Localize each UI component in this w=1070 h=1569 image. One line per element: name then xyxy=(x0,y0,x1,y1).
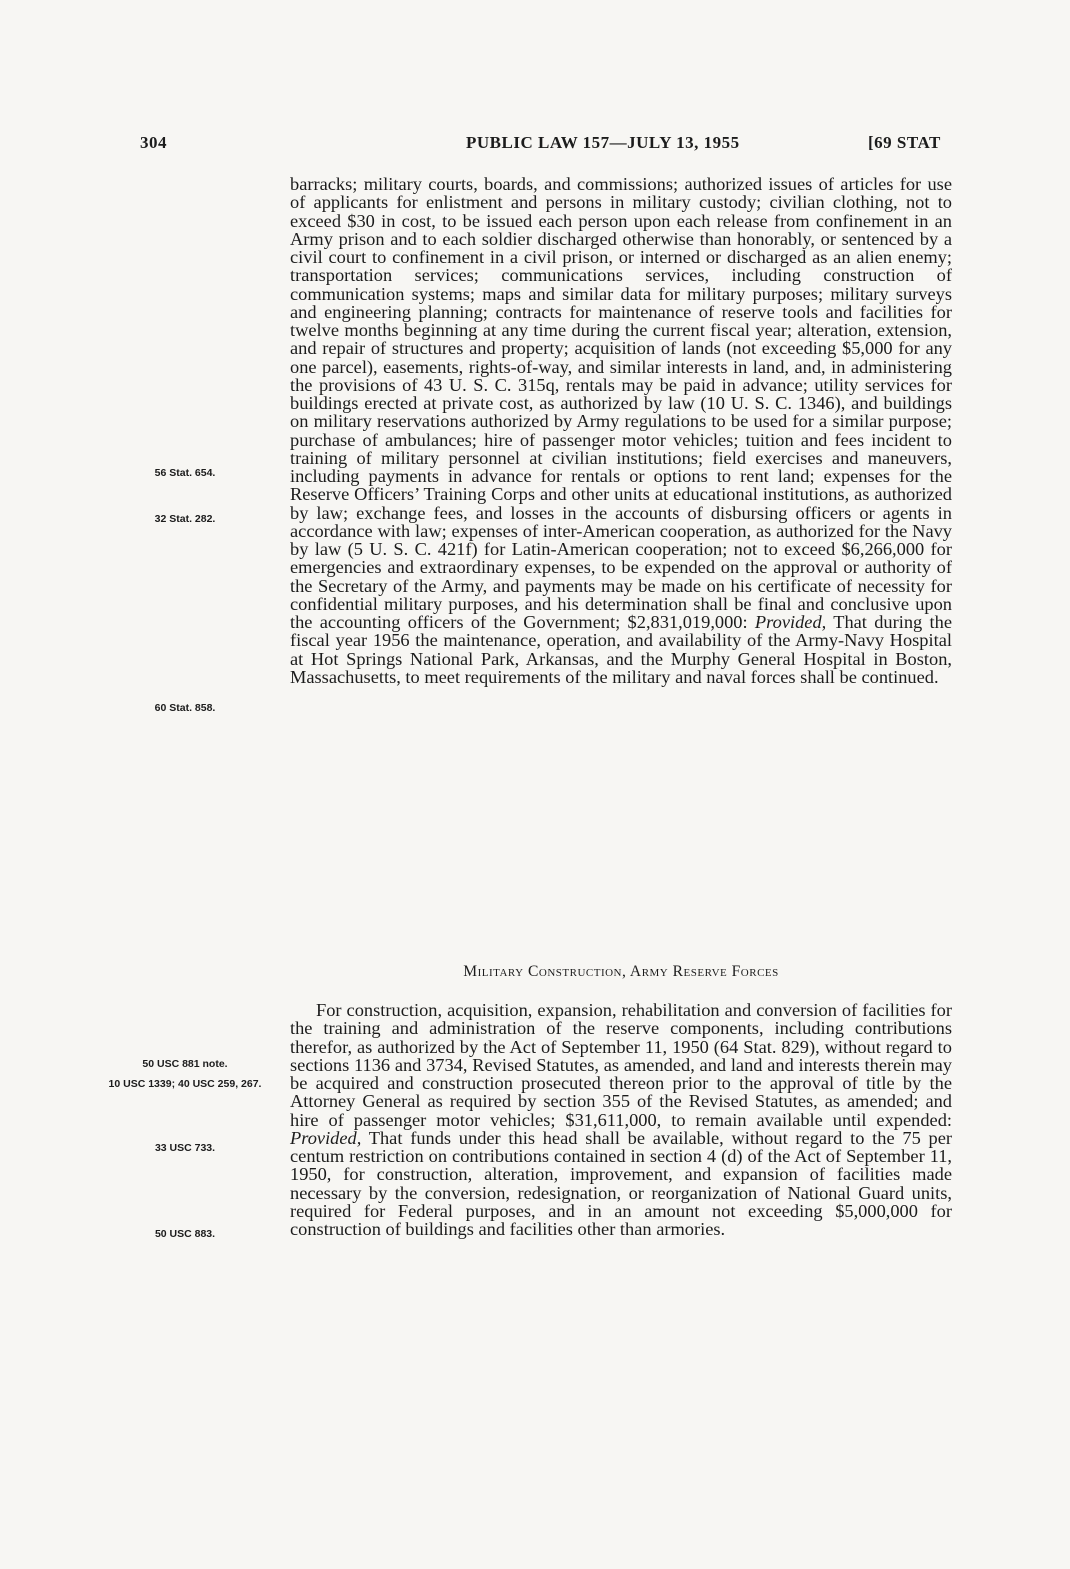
paragraph-text: barracks; military courts, boards, and commissions; authorized issues of articles for use of applicants for enlistment and persons in military custody; civilian clothing, not to exceed $30 in cost, to be issued each person upon each release from confinement in an Army prison and to each soldier discharged otherwise than honorably, or sentenced by a civil court to confinement in a civil prison, or interned or discharged as an alien enemy; transportation services; communications services, including construction of communication systems; maps and similar data for military purposes; military surveys and engineering planning; contracts for maintenance of reserve tools and facilities for twelve months beginning at any time during the current fiscal year; alteration, extension, and repair of structures and property; acquisition of lands (not exceeding $5,000 for any one parcel), easements, rights-of-way, and similar interests in land, and, in administering the provisions of 43 U. S. C. 315q, rentals may be paid in advance; utility services for buildings erected at private cost, as authorized by law (10 U. S. C. 1346), and buildings on military reservations authorized by Army regulations to be used for a similar purpose; purchase of ambulances; hire of passenger motor vehicles; tuition and fees incident to training of military personnel at civilian institutions; field exercises and maneuvers, including payments in advance for rentals or options to rent land; expenses for the Reserve Officers’ Training Corps and other units at educational institutions, as authorized by law; exchange fees, and losses in the accounts of disbursing officers or agents in accordance with law; expenses of inter-American cooperation, as authorized for the Navy by law (5 U. S. C. 421f) for Latin-American cooperation; not to exceed $6,266,000 for emergencies and extraordinary expenses, to be expended on the approval or authority of the Secretary of the Army, and payments may be made on his certificate of necessity for confidential military purposes, and his determination shall be final and conclusive upon the accounting officers of the Government; $2,831,019,000: xyxy=(290,174,952,632)
volume-reference: [69 STAT xyxy=(868,133,941,152)
paragraph-text: That funds under this head shall be available, without regard to the 75 per centum restriction on contributions contained in section 4 (d) of the Act of September 11, 1950, for construction, alteration, improvement, and expansion of facilities made necessary by the conversion, redesignation, or reorganization of National Guard units, required for Federal purposes, and in an amount not exceeding $5,000,000 for construction of buildings and facilities other than armories. xyxy=(290,1127,952,1239)
margin-note: 10 USC 1339; 40 USC 259, 267. xyxy=(108,1078,262,1090)
page-number: 304 xyxy=(140,133,167,152)
page-header xyxy=(0,133,1070,157)
margin-note: 50 USC 883. xyxy=(154,1228,216,1240)
running-title: PUBLIC LAW 157—JULY 13, 1955 xyxy=(466,133,740,152)
paragraph-text: That during the fiscal year 1956 the maintenance, operation, and availability of the Army-Navy Hospital at Hot Springs National Park, Arkansas, and the Murphy General Hospital in Boston, Massachusetts, to meet requirements of the military and naval forces shall be continued. xyxy=(290,612,952,687)
margin-note: 33 USC 733. xyxy=(154,1142,216,1154)
section-heading: Military Construction, Army Reserve Forces xyxy=(463,963,779,980)
appropriation-paragraph xyxy=(290,1001,952,1238)
margin-note: 50 USC 881 note. xyxy=(142,1058,228,1070)
appropriation-paragraph xyxy=(290,175,952,686)
margin-note: 56 Stat. 654. xyxy=(154,467,216,479)
paragraph-text: For construction, acquisition, expansion, rehabilitation and conversion of facilities for the training and administration of the reserve components, including contributions therefor, as authorized by the Act of September 11, 1950 (64 Stat. 829), without regard to sections 1136 and 3734, Revised Statutes, as amended, and land and interests therein may be acquired and construction prosecuted thereon prior to the approval of title by the Attorney General as required by section 355 of the Revised Statutes, as amended; and hire of passenger motor vehicles; $31,611,000, to remain available until expended: xyxy=(290,1000,952,1130)
margin-note: 32 Stat. 282. xyxy=(154,513,216,525)
margin-note: 60 Stat. 858. xyxy=(154,702,216,714)
proviso-label: Provided, xyxy=(290,1127,362,1148)
proviso-label: Provided, xyxy=(754,612,827,632)
